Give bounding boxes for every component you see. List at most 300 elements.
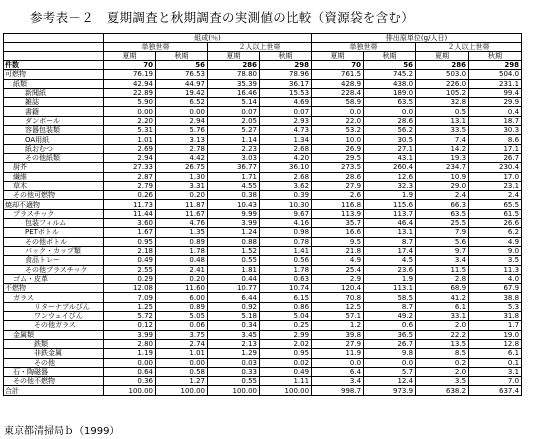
value-cell: 761.5 <box>312 70 364 79</box>
value-cell: 19.42 <box>156 88 208 97</box>
value-cell: 230.4 <box>469 163 522 172</box>
value-cell: 17.4 <box>364 246 416 255</box>
value-cell: 22.89 <box>104 88 156 97</box>
value-cell: 12.5 <box>312 302 364 311</box>
table-row <box>4 228 522 237</box>
row-label: ガラス <box>4 293 104 302</box>
value-cell: 0.07 <box>260 107 312 116</box>
value-cell: 2.94 <box>156 116 208 125</box>
autumn-header: 秋期 <box>260 52 312 61</box>
value-cell: 504.0 <box>469 70 522 79</box>
value-cell: 438.0 <box>364 79 416 88</box>
row-label: 食品トレー <box>4 256 104 265</box>
table-row <box>4 98 522 107</box>
row-label: 焼却不適物 <box>4 200 104 209</box>
corner-header-cell <box>4 34 104 43</box>
value-cell: 11.67 <box>156 209 208 218</box>
value-cell: 32.8 <box>416 98 469 107</box>
table-row <box>4 339 522 348</box>
value-cell: 226.0 <box>416 79 469 88</box>
value-cell: 78.96 <box>260 70 312 79</box>
row-label: その他プラスチック <box>4 265 104 274</box>
value-cell: 2.4 <box>416 191 469 200</box>
value-cell: 0.78 <box>260 237 312 246</box>
value-cell: 10.74 <box>260 284 312 293</box>
value-cell: 2.20 <box>104 116 156 125</box>
value-cell: 76.53 <box>156 70 208 79</box>
value-cell: 6.4 <box>312 367 364 376</box>
value-cell: 1.41 <box>260 246 312 255</box>
value-cell: 0.02 <box>260 358 312 367</box>
value-cell: 5.04 <box>260 312 312 321</box>
value-cell: 0.39 <box>260 191 312 200</box>
value-cell: 4.9 <box>312 256 364 265</box>
value-cell: 2.94 <box>104 153 156 162</box>
value-cell: 26.6 <box>469 219 522 228</box>
value-cell: 0.1 <box>469 358 522 367</box>
row-label: プラスチック <box>4 209 104 218</box>
table-row <box>4 126 522 135</box>
value-cell: 1.81 <box>208 265 260 274</box>
value-cell: 27.1 <box>364 144 416 153</box>
table-row <box>4 153 522 162</box>
summer-header: 夏期 <box>416 52 469 61</box>
table-row <box>4 144 522 153</box>
source-note: 東京都清掃局ｂ（1999） <box>4 426 120 437</box>
value-cell: 12.4 <box>364 377 416 386</box>
value-cell: 6.44 <box>208 293 260 302</box>
row-label: 合計 <box>4 386 104 395</box>
corner-header-cell <box>4 43 104 52</box>
rate-group-header: 排出原単位(g/人日) <box>312 34 522 43</box>
row-label: PETボトル <box>4 228 104 237</box>
value-cell: 0.0 <box>364 358 416 367</box>
value-cell: 0.64 <box>104 367 156 376</box>
value-cell: 0.25 <box>260 321 312 330</box>
value-cell: 113.1 <box>364 284 416 293</box>
value-cell: 2.9 <box>312 274 364 283</box>
value-cell: 27.33 <box>104 163 156 172</box>
value-cell: 428.9 <box>312 79 364 88</box>
value-cell: 61.5 <box>469 209 522 218</box>
table-row <box>4 377 522 386</box>
table-row <box>4 209 522 218</box>
summer-header: 夏期 <box>312 52 364 61</box>
value-cell: 63.5 <box>416 209 469 218</box>
value-cell: 2.93 <box>260 116 312 125</box>
value-cell: 99.4 <box>469 88 522 97</box>
value-cell: 8.6 <box>469 135 522 144</box>
autumn-header: 秋期 <box>469 52 522 61</box>
value-cell: 0.12 <box>104 321 156 330</box>
value-cell: 0.07 <box>208 107 260 116</box>
value-cell: 56 <box>156 61 208 70</box>
value-cell: 0.88 <box>208 237 260 246</box>
value-cell: 2.68 <box>260 172 312 181</box>
value-cell: 0.89 <box>156 302 208 311</box>
table-row <box>4 265 522 274</box>
value-cell: 78.80 <box>208 70 260 79</box>
value-cell: 3.31 <box>156 181 208 190</box>
value-cell: 273.5 <box>312 163 364 172</box>
value-cell: 12.6 <box>364 172 416 181</box>
value-cell: 231.1 <box>469 79 522 88</box>
value-cell: 43.1 <box>364 153 416 162</box>
table-row <box>4 256 522 265</box>
value-cell: 4.73 <box>260 126 312 135</box>
value-cell: 0.00 <box>104 107 156 116</box>
value-cell: 22.2 <box>416 330 469 339</box>
autumn-header: 秋期 <box>364 52 416 61</box>
value-cell: 0.2 <box>416 358 469 367</box>
table-row <box>4 386 522 395</box>
value-cell: 100.00 <box>156 386 208 395</box>
value-cell: 1.67 <box>104 228 156 237</box>
table-row <box>4 107 522 116</box>
value-cell: 5.7 <box>364 367 416 376</box>
value-cell: 2.0 <box>416 321 469 330</box>
value-cell: 42.94 <box>104 79 156 88</box>
value-cell: 11.73 <box>104 200 156 209</box>
value-cell: 1.29 <box>208 349 260 358</box>
table-row <box>4 293 522 302</box>
value-cell: 0.95 <box>260 349 312 358</box>
value-cell: 4.69 <box>260 98 312 107</box>
value-cell: 76.19 <box>104 70 156 79</box>
value-cell: 1.30 <box>156 172 208 181</box>
row-label: 包装フィルム <box>4 219 104 228</box>
value-cell: 67.9 <box>469 284 522 293</box>
value-cell: 1.9 <box>364 274 416 283</box>
value-cell: 260.4 <box>364 163 416 172</box>
value-cell: 11.87 <box>156 200 208 209</box>
summer-header: 夏期 <box>208 52 260 61</box>
row-label: 可燃物 <box>4 70 104 79</box>
table-row <box>4 116 522 125</box>
value-cell: 30.3 <box>469 126 522 135</box>
value-cell: 2.6 <box>312 191 364 200</box>
value-cell: 0.0 <box>312 358 364 367</box>
value-cell: 11.3 <box>469 265 522 274</box>
row-label: 金属類 <box>4 330 104 339</box>
table-row <box>4 200 522 209</box>
value-cell: 5.14 <box>208 98 260 107</box>
value-cell: 39.8 <box>312 330 364 339</box>
table-row <box>4 358 522 367</box>
row-label: その他不燃物 <box>4 377 104 386</box>
row-label: 紙おむつ <box>4 144 104 153</box>
value-cell: 29.5 <box>312 153 364 162</box>
value-cell: 2.99 <box>260 330 312 339</box>
row-label: その他 <box>4 358 104 367</box>
value-cell: 100.00 <box>208 386 260 395</box>
value-cell: 105.2 <box>416 88 469 97</box>
value-cell: 26.75 <box>156 163 208 172</box>
value-cell: 13.5 <box>416 339 469 348</box>
value-cell: 4.16 <box>260 219 312 228</box>
composition-group-header: 組成(％) <box>104 34 312 43</box>
value-cell: 8.5 <box>416 349 469 358</box>
value-cell: 745.2 <box>364 70 416 79</box>
value-cell: 15.53 <box>260 88 312 97</box>
value-cell: 68.9 <box>416 284 469 293</box>
value-cell: 66.3 <box>416 200 469 209</box>
value-cell: 3.62 <box>260 181 312 190</box>
value-cell: 1.34 <box>260 135 312 144</box>
value-cell: 0.29 <box>104 274 156 283</box>
value-cell: 10.9 <box>416 172 469 181</box>
value-cell: 3.60 <box>104 219 156 228</box>
value-cell: 6.1 <box>416 302 469 311</box>
value-cell: 3.45 <box>208 330 260 339</box>
value-cell: 2.13 <box>208 339 260 348</box>
table-row <box>4 246 522 255</box>
value-cell: 30.5 <box>364 135 416 144</box>
table-row <box>4 284 522 293</box>
summer-header: 夏期 <box>104 52 156 61</box>
row-label: その他可燃物 <box>4 191 104 200</box>
value-cell: 23.6 <box>364 265 416 274</box>
value-cell: 0.89 <box>156 237 208 246</box>
row-label: 件数 <box>4 61 104 70</box>
table-row <box>4 274 522 283</box>
value-cell: 5.05 <box>156 312 208 321</box>
value-cell: 113.7 <box>364 209 416 218</box>
value-cell: 638.2 <box>416 386 469 395</box>
table-row <box>4 302 522 311</box>
value-cell: 0.34 <box>208 321 260 330</box>
value-cell: 298 <box>469 61 522 70</box>
row-label: 紙類 <box>4 79 104 88</box>
value-cell: 1.01 <box>104 135 156 144</box>
value-cell: 0.63 <box>260 274 312 283</box>
row-label: 書籍 <box>4 107 104 116</box>
value-cell: 0.38 <box>208 191 260 200</box>
value-cell: 973.9 <box>364 386 416 395</box>
value-cell: 3.5 <box>469 256 522 265</box>
table-row <box>4 172 522 181</box>
table-body <box>4 61 522 396</box>
value-cell: 120.4 <box>312 284 364 293</box>
value-cell: 1.25 <box>104 302 156 311</box>
value-cell: 116.8 <box>312 200 364 209</box>
value-cell: 63.5 <box>364 98 416 107</box>
value-cell: 16.46 <box>208 88 260 97</box>
value-cell: 3.1 <box>469 367 522 376</box>
value-cell: 16.6 <box>312 228 364 237</box>
value-cell: 1.78 <box>260 265 312 274</box>
value-cell: 70 <box>104 61 156 70</box>
value-cell: 2.80 <box>104 339 156 348</box>
value-cell: 2.18 <box>104 246 156 255</box>
value-cell: 6.00 <box>156 293 208 302</box>
row-label: 不燃物 <box>4 284 104 293</box>
table-row <box>4 312 522 321</box>
value-cell: 1.71 <box>208 172 260 181</box>
value-cell: 5.76 <box>156 126 208 135</box>
table-row <box>4 79 522 88</box>
value-cell: 298 <box>260 61 312 70</box>
value-cell: 12.08 <box>104 284 156 293</box>
table-title: 参考表－２ 夏期調査と秋期調査の実測値の比較（資源袋を含む） <box>30 10 415 25</box>
row-label: 厨芥 <box>4 163 104 172</box>
value-cell: 7.9 <box>416 228 469 237</box>
row-label: ゴム・皮革 <box>4 274 104 283</box>
value-cell: 100.00 <box>260 386 312 395</box>
value-cell: 1.24 <box>208 228 260 237</box>
value-cell: 286 <box>416 61 469 70</box>
value-cell: 21.8 <box>312 246 364 255</box>
value-cell: 3.03 <box>208 153 260 162</box>
value-cell: 113.9 <box>312 209 364 218</box>
value-cell: 2.79 <box>104 181 156 190</box>
value-cell: 0.95 <box>104 237 156 246</box>
autumn-header: 秋期 <box>156 52 208 61</box>
value-cell: 33.5 <box>416 126 469 135</box>
value-cell: 9.67 <box>260 209 312 218</box>
table-row <box>4 237 522 246</box>
value-cell: 4.55 <box>208 181 260 190</box>
value-cell: 1.35 <box>156 228 208 237</box>
value-cell: 0.56 <box>260 256 312 265</box>
value-cell: 17.0 <box>469 172 522 181</box>
value-cell: 17.1 <box>469 144 522 153</box>
value-cell: 2.74 <box>156 339 208 348</box>
value-cell: 9.7 <box>416 246 469 255</box>
value-cell: 5.27 <box>208 126 260 135</box>
value-cell: 11.9 <box>312 349 364 358</box>
value-cell: 2.78 <box>156 144 208 153</box>
value-cell: 2.68 <box>260 144 312 153</box>
value-cell: 0.0 <box>312 107 364 116</box>
value-cell: 3.4 <box>312 377 364 386</box>
value-cell: 1.78 <box>156 246 208 255</box>
value-cell: 1.2 <box>312 321 364 330</box>
single-household-header: 単独世帯 <box>104 43 208 52</box>
value-cell: 6.52 <box>156 98 208 107</box>
value-cell: 0.20 <box>156 191 208 200</box>
value-cell: 31.8 <box>469 312 522 321</box>
row-label: その他紙類 <box>4 153 104 162</box>
value-cell: 70 <box>312 61 364 70</box>
value-cell: 1.52 <box>208 246 260 255</box>
value-cell: 36.77 <box>208 163 260 172</box>
value-cell: 36.5 <box>364 330 416 339</box>
value-cell: 35.39 <box>208 79 260 88</box>
value-cell: 9.5 <box>312 237 364 246</box>
row-label: 容器包装類 <box>4 126 104 135</box>
value-cell: 1.11 <box>260 377 312 386</box>
value-cell: 3.99 <box>104 330 156 339</box>
value-cell: 0.06 <box>156 321 208 330</box>
row-label: パック・カップ類 <box>4 246 104 255</box>
value-cell: 29.9 <box>469 98 522 107</box>
value-cell: 56.2 <box>364 126 416 135</box>
table-row <box>4 330 522 339</box>
table-row <box>4 163 522 172</box>
row-label: 雑誌 <box>4 98 104 107</box>
table-row <box>4 61 522 70</box>
value-cell: 3.13 <box>156 135 208 144</box>
value-cell: 5.6 <box>416 237 469 246</box>
value-cell: 19.0 <box>469 330 522 339</box>
value-cell: 0.6 <box>364 321 416 330</box>
value-cell: 0.86 <box>260 302 312 311</box>
row-label: 繊維 <box>4 172 104 181</box>
value-cell: 13.1 <box>416 116 469 125</box>
value-cell: 18.7 <box>469 116 522 125</box>
value-cell: 11.60 <box>156 284 208 293</box>
value-cell: 41.2 <box>416 293 469 302</box>
value-cell: 8.7 <box>364 237 416 246</box>
single-household-header: 単独世帯 <box>312 43 416 52</box>
value-cell: 2.05 <box>208 116 260 125</box>
value-cell: 12.8 <box>469 339 522 348</box>
value-cell: 100.00 <box>104 386 156 395</box>
value-cell: 7.09 <box>104 293 156 302</box>
value-cell: 35.7 <box>312 219 364 228</box>
value-cell: 5.31 <box>104 126 156 135</box>
value-cell: 0.26 <box>104 191 156 200</box>
table-row <box>4 70 522 79</box>
row-label: 非鉄金属 <box>4 349 104 358</box>
value-cell: 2.41 <box>156 265 208 274</box>
value-cell: 14.2 <box>416 144 469 153</box>
value-cell: 189.0 <box>364 88 416 97</box>
value-cell: 0.0 <box>364 107 416 116</box>
value-cell: 25.4 <box>312 265 364 274</box>
value-cell: 6.15 <box>260 293 312 302</box>
value-cell: 0.20 <box>156 274 208 283</box>
value-cell: 0.00 <box>156 358 208 367</box>
value-cell: 5.3 <box>469 302 522 311</box>
value-cell: 4.5 <box>364 256 416 265</box>
value-cell: 0.33 <box>208 367 260 376</box>
value-cell: 0.00 <box>156 107 208 116</box>
table-row <box>4 219 522 228</box>
value-cell: 5.90 <box>104 98 156 107</box>
value-cell: 26.7 <box>364 339 416 348</box>
value-cell: 4.20 <box>260 153 312 162</box>
value-cell: 44.97 <box>156 79 208 88</box>
table-row <box>4 135 522 144</box>
value-cell: 1.7 <box>469 321 522 330</box>
row-label: ワンウェイびん <box>4 312 104 321</box>
value-cell: 70.8 <box>312 293 364 302</box>
value-cell: 9.99 <box>208 209 260 218</box>
value-cell: 27.9 <box>312 339 364 348</box>
value-cell: 1.14 <box>208 135 260 144</box>
value-cell: 234.7 <box>416 163 469 172</box>
value-cell: 503.0 <box>416 70 469 79</box>
value-cell: 11.44 <box>104 209 156 218</box>
value-cell: 36.10 <box>260 163 312 172</box>
row-label: リターナブルびん <box>4 302 104 311</box>
multi-household-header: ２人以上世帯 <box>416 43 522 52</box>
value-cell: 4.76 <box>156 219 208 228</box>
value-cell: 9.0 <box>469 246 522 255</box>
value-cell: 7.4 <box>416 135 469 144</box>
value-cell: 0.5 <box>416 107 469 116</box>
value-cell: 286 <box>208 61 260 70</box>
value-cell: 22.0 <box>312 116 364 125</box>
value-cell: 53.2 <box>312 126 364 135</box>
value-cell: 28.6 <box>364 116 416 125</box>
value-cell: 25.5 <box>416 219 469 228</box>
value-cell: 4.9 <box>469 237 522 246</box>
value-cell: 27.9 <box>312 181 364 190</box>
value-cell: 3.4 <box>416 256 469 265</box>
